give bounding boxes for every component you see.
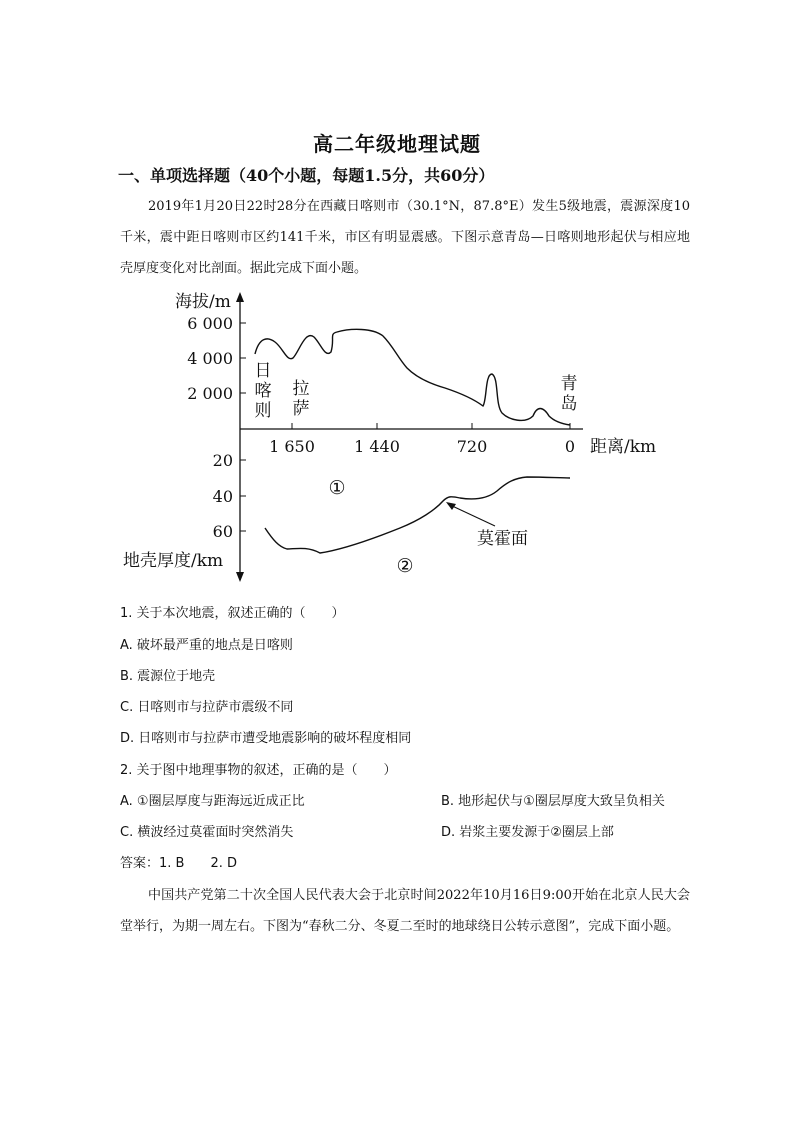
intro-paragraph-2: 中国共产党第二十次全国人民代表大会于北京时间2022年10月16日9:00开始在北京人民大会堂举行，为期一周左右。下图为“春秋二分、冬夏二至时的地球绕日公转示意图”，完成下面小题。 <box>120 888 690 934</box>
question-1-stem: 1. 关于本次地震，叙述正确的（ ） <box>120 606 345 621</box>
question-2-option-b[interactable]: B. 地形起伏与①圈层厚度大致呈负相关 <box>441 794 665 809</box>
moho-pointer-arrow <box>446 502 456 510</box>
layer-1-marker: ① <box>328 477 346 499</box>
x-tick-1650: 1 650 <box>269 437 315 456</box>
place-qingdao-2: 岛 <box>560 394 578 414</box>
y-bottom-tick-20: 20 <box>212 451 233 470</box>
question-2-option-d[interactable]: D. 岩浆主要发源于②圈层上部 <box>441 825 614 840</box>
y-top-tick-4000: 4 000 <box>187 349 233 368</box>
question-2-option-c[interactable]: C. 横波经过莫霍面时突然消失 <box>120 825 294 840</box>
page-title: 高二年级地理试题 <box>313 132 481 156</box>
vertical-axis-arrow-up <box>236 292 244 302</box>
answer-line: 答案：1. B 2. D <box>120 856 238 871</box>
question-1-option-c[interactable]: C. 日喀则市与拉萨市震级不同 <box>120 700 294 715</box>
place-rikaze-1: 日 <box>254 361 272 381</box>
x-tick-720: 720 <box>456 437 488 456</box>
x-tick-1440: 1 440 <box>354 437 400 456</box>
place-lasa-2: 萨 <box>292 399 310 419</box>
question-1-option-a[interactable]: A. 破坏最严重的地点是日喀则 <box>120 638 293 653</box>
section-heading: 一、单项选择题（40个小题，每题1.5分，共60分） <box>118 166 495 185</box>
moho-label: 莫霍面 <box>477 529 528 549</box>
question-2-stem: 2. 关于图中地理事物的叙述，正确的是（ ） <box>120 763 397 778</box>
place-rikaze-3: 则 <box>254 401 272 421</box>
y-top-tick-2000: 2 000 <box>187 384 233 403</box>
y-top-tick-6000: 6 000 <box>187 314 233 333</box>
question-1-option-b[interactable]: B. 震源位于地壳 <box>120 669 216 684</box>
place-rikaze-2: 喀 <box>254 381 272 401</box>
layer-2-marker: ② <box>396 555 414 577</box>
intro-paragraph-1: 2019年1月20日22时28分在西藏日喀则市（30.1°N，87.8°E）发生5级地震，震源深度10千米，震中距日喀则市区约141千米，市区有明显震感。下图示意青岛—日喀则地形起伏与相应地壳厚度变化对比剖面。据此完成下面小题。 <box>120 199 690 276</box>
place-qingdao-1: 青 <box>560 374 578 394</box>
y-top-axis-label: 海拔/m <box>175 292 231 312</box>
y-bottom-axis-label: 地壳厚度/km <box>123 551 224 571</box>
moho-pointer-line <box>448 504 495 526</box>
y-bottom-tick-40: 40 <box>212 487 233 506</box>
y-bottom-tick-60: 60 <box>212 522 233 541</box>
vertical-axis-arrow-down <box>236 572 244 582</box>
profile-figure <box>115 288 675 588</box>
place-lasa-1: 拉 <box>292 379 310 399</box>
x-axis-label: 距离/km <box>590 437 657 457</box>
question-1-option-d[interactable]: D. 日喀则市与拉萨市遭受地震影响的破坏程度相同 <box>120 731 412 746</box>
question-2-option-a[interactable]: A. ①圈层厚度与距海远近成正比 <box>120 794 305 809</box>
x-tick-0: 0 <box>564 437 576 456</box>
